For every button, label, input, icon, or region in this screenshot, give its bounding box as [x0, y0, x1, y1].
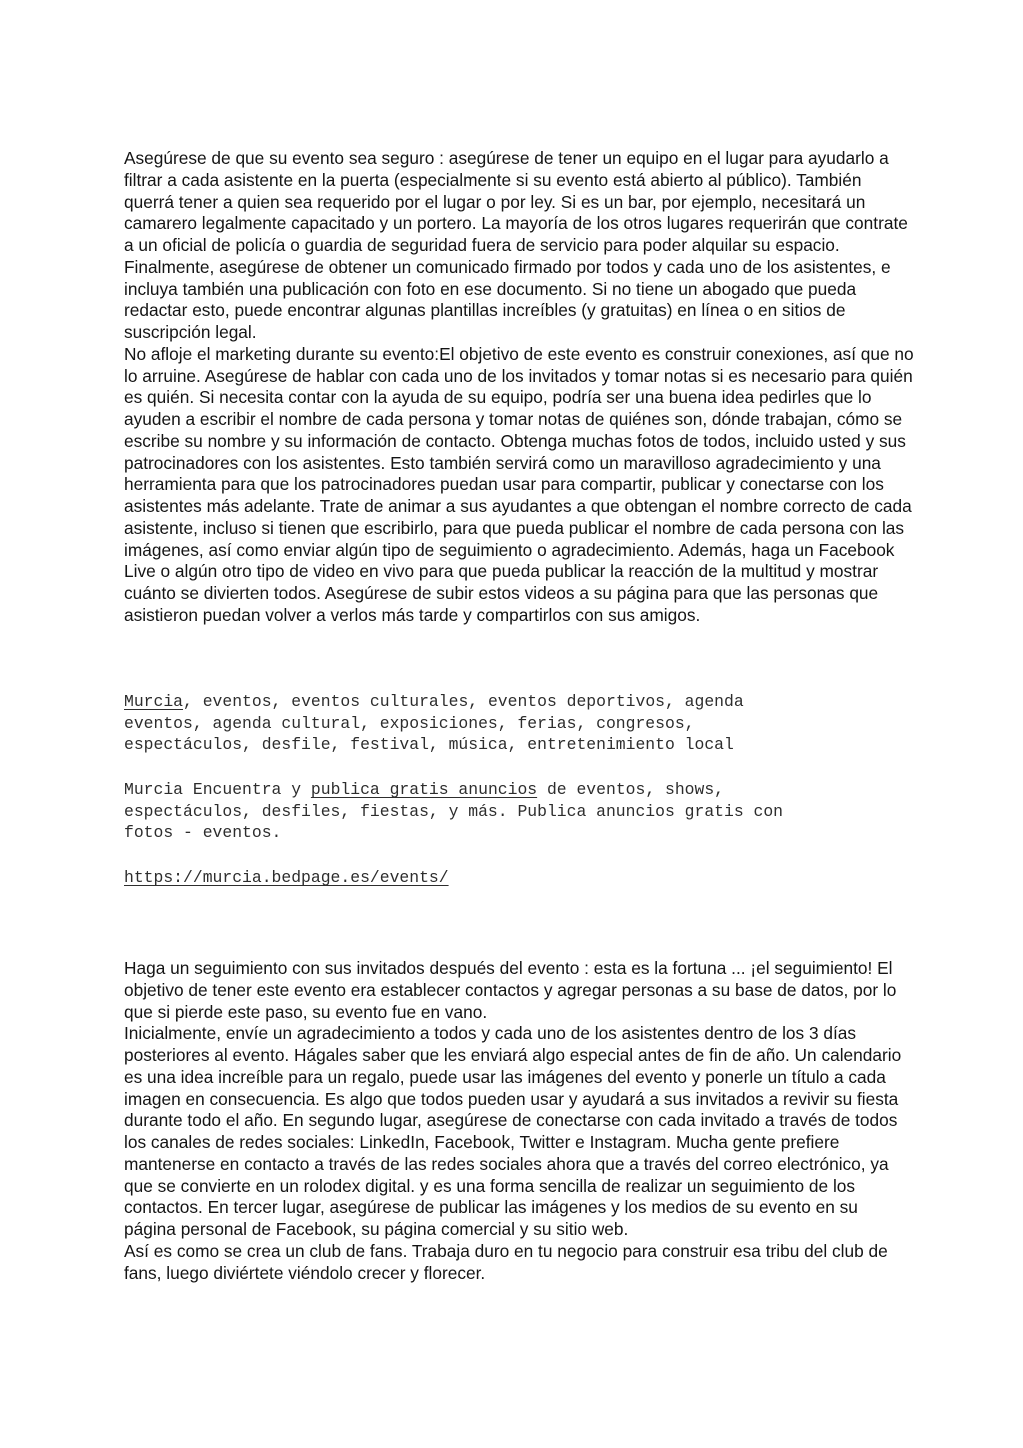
article-section-1 — [124, 148, 914, 627]
events-url-link[interactable]: https://murcia.bedpage.es/events/ — [124, 868, 449, 887]
url-paragraph — [124, 867, 914, 889]
paragraph-thank-you: Inicialmente, envíe un agradecimiento a todos y cada uno de los asistentes dentro de los 3 días posteriores al evento. Hágales saber que les enviará algo especial antes de fin de año. Un calendario es una idea increíble para un regalo, puede usar las imágenes del evento y ponerle un título a cada imagen en consecuencia. Es algo que todos pueden usar y ayudará a sus invitados a revivir su fiesta durante todo el año. En segundo lugar, asegúrese de conectarse con cada invitado a través de todos los canales de redes sociales: LinkedIn, Facebook, Twitter e Instagram. Mucha gente prefiere mantenerse en contacto a través de las redes sociales ahora que a través del correo electrónico, ya que se convierte en un rolodex digital. y es una forma sencilla de realizar un seguimiento de los contactos. En tercer lugar, asegúrese de publicar las imágenes y los medios de su evento en su página personal de Facebook, su página comercial y su sitio web. — [124, 1023, 902, 1239]
paragraph-fan-club: Así es como se crea un club de fans. Trabaja duro en tu negocio para construir esa tribu del club de fans, luego diviértete viéndolo crecer y florecer. — [124, 1240, 888, 1283]
paragraph-event-marketing: No afloje el marketing durante su evento:El objetivo de este evento es construir conexiones, así que no lo arruine. Asegúrese de hablar con cada uno de los invitados y tomar notas si es necesario para quién es quién. Si necesita contar con la ayuda de su equipo, podría ser una buena idea pedirles que lo ayuden a escribir el nombre de cada persona y tomar notas de quiénes son, dónde trabajan, cómo se escribe su nombre y su información de contacto. Obtenga muchas fotos de todos, incluido usted y sus patrocinadores con los asistentes. Esto también servirá como un maravilloso agradecimiento y una herramienta para que los patrocinadores puedan usar para compartir, publicar y conectarse con los asistentes más adelante. Trate de animar a sus ayudantes a que obtengan el nombre correcto de cada asistente, incluso si tienen que escribirlo, para que pueda publicar el nombre de cada persona con las imágenes, así como enviar algún tipo de seguimiento o agradecimiento. Además, haga un Facebook Live o algún otro tipo de video en vivo para que pueda publicar la reacción de la multitud y mostrar cuánto se divierten todos. Asegúrese de subir estos videos a su página para que las personas que asistieron puedan volver a verlos más tarde y compartirlos con sus amigos. — [124, 343, 914, 625]
promo-prefix: Murcia Encuentra y — [124, 780, 311, 799]
promo-line-2: espectáculos, desfiles, fiestas, y más. Publica anuncios gratis con — [124, 801, 784, 821]
publish-ads-link[interactable]: publica gratis anuncios — [310, 780, 538, 799]
tags-paragraph — [124, 691, 914, 756]
promo-paragraph — [124, 779, 914, 844]
article-section-2 — [124, 958, 914, 1284]
tags-line-3: espectáculos, desfile, festival, música, entretenimiento local — [124, 735, 734, 754]
paragraph-follow-up: Haga un seguimiento con sus invitados después del evento : esta es la fortuna ... ¡el seguimiento! El objetivo de tener este evento era establecer contactos y agregar personas a su base de datos, por lo que si pierde este paso, su evento fue en vano. — [124, 958, 897, 1022]
tags-line-1-rest: , eventos, eventos culturales, eventos deportivos, agenda — [183, 692, 744, 711]
promo-line-1-rest: de eventos, shows, — [537, 780, 725, 799]
murcia-link[interactable]: Murcia — [124, 692, 184, 711]
promo-line-3: fotos - eventos. — [124, 823, 282, 842]
tags-line-2: eventos, agenda cultural, exposiciones, ferias, congresos, — [124, 713, 695, 733]
paragraph-event-safety: Asegúrese de que su evento sea seguro : asegúrese de tener un equipo en el lugar para ayudarlo a filtrar a cada asistente en la puerta (especialmente si su evento está abierto al público). También querrá tener a quien sea requerido por el lugar o por ley. Si es un bar, por ejemplo, necesitará un camarero legalmente capacitado y un portero. La mayoría de los otros lugares requerirán que contrate a un oficial de policía o guardia de seguridad fuera de servicio para poder alquilar su espacio. Finalmente, asegúrese de obtener un comunicado firmado por todos y cada uno de los asistentes, e incluya también una publicación con foto en ese documento. Si no tiene un abogado que pueda redactar esto, puede encontrar algunas plantillas increíbles (y gratuitas) en línea o en sitios de suscripción legal. — [124, 148, 908, 342]
